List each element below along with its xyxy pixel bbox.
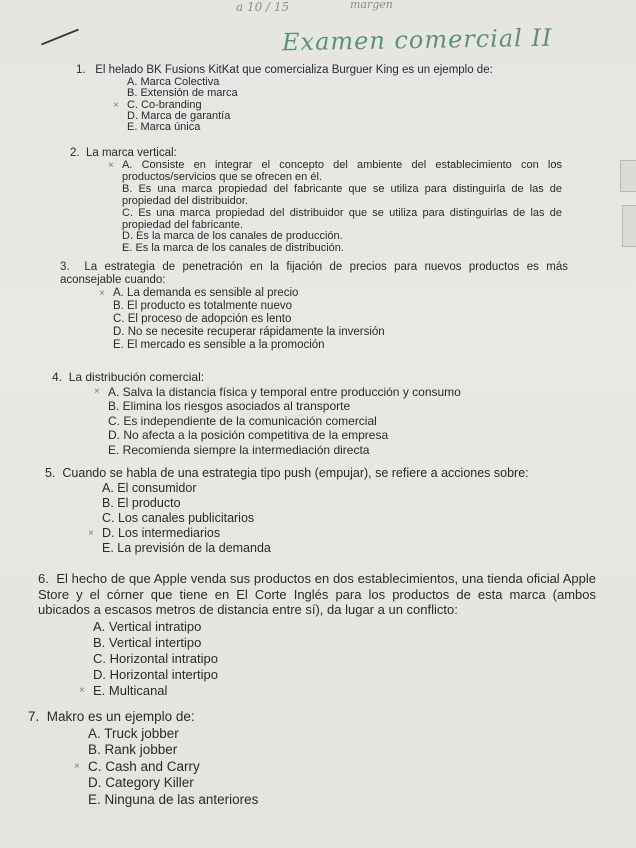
question-stem: 4. La distribución comercial: (52, 370, 205, 384)
cross-mark-icon: × (79, 684, 85, 696)
option-marked[interactable]: × A. La demanda es sensible al precio (99, 287, 299, 299)
option-marked[interactable]: × C. Co-branding (113, 98, 202, 111)
option[interactable]: A. Vertical intratipo (93, 618, 202, 634)
option[interactable]: C. Horizontal intratipo (93, 650, 218, 666)
option[interactable]: A. Truck jobber (88, 725, 179, 741)
option[interactable]: A. Marca Colectiva (127, 76, 220, 88)
question-stem: 3. La estrategia de penetración en la fijación de precios para nuevos productos es más aconsejable cuando: (60, 261, 568, 286)
edge-tab (622, 205, 636, 247)
option[interactable]: B. El producto es totalmente nuevo (113, 300, 292, 312)
exam-title: Examen comercial II (281, 23, 553, 57)
option[interactable]: E. Marca única (127, 121, 201, 134)
question-6 (38, 571, 596, 699)
option[interactable]: E. Recomienda siempre la intermediación directa (108, 442, 370, 457)
cross-mark-icon: × (94, 385, 100, 397)
option[interactable]: B. Extensión de marca (127, 87, 238, 100)
option[interactable]: B. El producto (102, 496, 181, 510)
option[interactable]: D. Category Killer (88, 775, 194, 790)
edge-tab (620, 160, 636, 192)
cross-mark-icon: × (88, 528, 94, 539)
option[interactable]: D. No afecta a la posición competitiva de la empresa (108, 428, 389, 442)
question-number: 1. (76, 64, 86, 76)
cross-mark-icon: × (99, 288, 105, 299)
question-text: El helado BK Fusions KitKat que comercializa Burguer King es un ejemplo de: (95, 64, 493, 76)
cross-mark-icon: × (113, 99, 119, 111)
option-marked[interactable]: × A. Consiste en integrar el concepto del ambiente del establecimiento con los productos/servicios que se ofrecen en él. (108, 159, 562, 183)
cross-mark-icon: × (74, 760, 80, 772)
question-2 (70, 147, 562, 254)
question-5 (45, 466, 565, 556)
option[interactable]: D. No se necesite recuperar rápidamente la inversión (113, 326, 385, 338)
option[interactable]: E. El mercado es sensible a la promoción (113, 339, 325, 351)
option[interactable]: E. Es la marca de los canales de distribución. (122, 241, 344, 254)
option[interactable]: B. Elimina los riesgos asociados al transporte (108, 399, 351, 413)
option-marked[interactable]: × E. Multicanal (79, 682, 168, 698)
option[interactable]: A. El consumidor (102, 481, 197, 495)
cross-mark-icon: × (108, 160, 114, 171)
question-3 (60, 261, 568, 352)
option[interactable]: C. Es una marca propiedad del distribuidor que se utiliza para distinguirlas de las de propiedad del fabricante. (122, 207, 562, 231)
option[interactable]: E. La previsión de la demanda (102, 541, 271, 555)
pen-stroke (41, 29, 79, 46)
option[interactable]: E. Ninguna de las anteriores (88, 791, 259, 807)
question-stem: 5. Cuando se habla de una estrategia tipo push (empujar), se refiere a acciones sobre: (45, 466, 529, 480)
question-stem: 2. La marca vertical: (70, 147, 177, 159)
option-marked[interactable]: × C. Cash and Carry (74, 758, 200, 774)
option[interactable]: D. Marca de garantía (127, 109, 231, 122)
option[interactable]: D. Es la marca de los canales de producción. (122, 230, 343, 242)
option[interactable]: C. Los canales publicitarios (102, 511, 255, 525)
option[interactable]: B. Es una marca propiedad del fabricante que se utiliza para distinguirla de las de propiedad del distribuidor. (122, 183, 562, 207)
option-marked[interactable]: × A. Salva la distancia física y temporal entre producción y consumo (94, 384, 461, 399)
option[interactable]: B. Vertical intertipo (93, 634, 202, 650)
option[interactable]: B. Rank jobber (88, 742, 178, 757)
option[interactable]: D. Horizontal intertipo (93, 666, 218, 682)
handwritten-note-right: margen (350, 0, 393, 11)
option[interactable]: C. El proceso de adopción es lento (113, 313, 292, 325)
question-stem: 6. El hecho de que Apple venda sus productos en dos establecimientos, una tienda oficial Apple Store y el córner que tiene en El Corte Inglés para los productos de esta marca (ambos ubicados a escasos metros de distancia entre sí), da lugar a un conflicto: (38, 571, 596, 617)
question-stem: 7. Makro es un ejemplo de: (28, 709, 195, 724)
option[interactable]: C. Es independiente de la comunicación comercial (108, 413, 377, 428)
handwritten-note-left: a 10 / 15 (236, 0, 290, 14)
question-7 (28, 709, 498, 808)
option-marked[interactable]: × D. Los intermediarios (88, 526, 221, 540)
question-4 (52, 370, 522, 457)
question-1 (76, 64, 546, 133)
